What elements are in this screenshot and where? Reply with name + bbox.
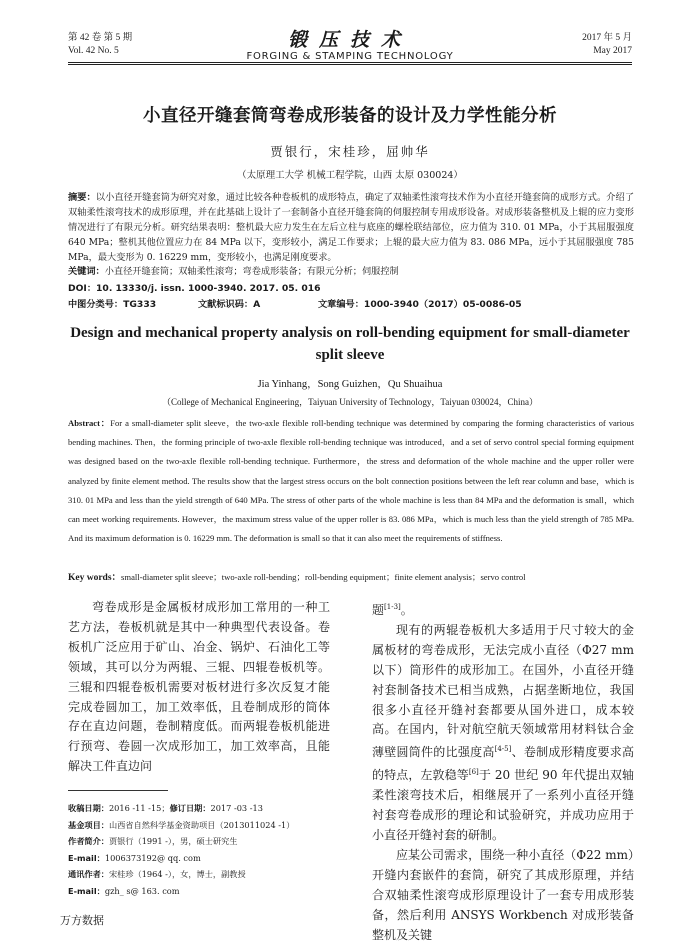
- abstract-en-label: Abstract：: [68, 418, 111, 428]
- volume-en: Vol. 42 No. 5: [68, 46, 119, 56]
- body-paragraph-continued: [372, 598, 634, 621]
- footnote-corresponding: [68, 866, 348, 883]
- authors-en: Jia Yinhang，Song Guizhen，Qu Shuaihua: [257, 379, 443, 390]
- footnote-email-2: [68, 883, 348, 900]
- classification-line: [68, 296, 634, 310]
- doi: DOI：10. 13330/j. issn. 1000-3940. 2017. 05. 016: [68, 283, 321, 294]
- affiliation-en: （College of Mechanical Engineering，Taiyuan University of Technology，Taiyuan 030024，China）: [161, 397, 539, 407]
- label: E-mail：: [68, 852, 105, 863]
- header-rule-2: [68, 64, 632, 65]
- label: 作者简介：: [68, 836, 109, 846]
- footnote-author: [68, 833, 348, 850]
- text-span: 。: [400, 603, 413, 617]
- keywords-en-label: Key words：: [68, 573, 122, 583]
- footnote-dates: [68, 800, 348, 817]
- citation-ref: [1-3]: [384, 603, 401, 611]
- affiliation-cn: （太原理工大学 机械工程学院，山西 太原 030024）: [237, 170, 463, 181]
- footnote: [68, 800, 348, 899]
- keywords-cn-text: 小直径开缝套筒；双轴柔性滚弯；弯卷成形装备；有限元分析；伺服控制: [104, 266, 399, 277]
- keywords-cn: [68, 264, 399, 279]
- body-paragraph: 弯卷成形是金属板材成形加工常用的一种工艺方法，卷板机就是其中一种典型代表设备。卷板机广泛应用于矿山、冶金、锅炉、石油化工等领域，其可以分为两辊、三辊、四辊卷板机等。三辊和四辊卷板机需要对板材进行多次反复才能完成卷圆加工，加工效率低，且卷制成形的筒体存在直边问题，卷制精度低。而两辊卷板机能进行预弯、卷圆一次成形加工，加工效率高，且能解决工件直边问: [68, 600, 330, 774]
- abstract-cn-text: 以小直径开缝套筒为研究对象，通过比较各种卷板机的成形特点，确定了双轴柔性滚弯技术作为小直径开缝套筒的成形方式。介绍了双轴柔性滚弯技术的成形原理，并在此基础上设计了一套制备小直径开缝套筒的伺服控制专用成形设备。对成形装备整机及上辊的应力变形情况进行了有限元分析。研究结果表明：整机最大应力发生在左后立柱与底座的螺栓联结部位，应力值为 310. 01 MPa，小于其屈服强度 640 MPa；整机其他位置应力在 84 MPa 以下，变形较小，满足工作要求；上辊的最大应力值为 83. 086 MPa，远小于其屈服强度 785 MPa，最大变形为 0. 16229 mm，变形较小，也满足刚度要求。: [68, 192, 635, 263]
- keywords-en: [68, 570, 634, 586]
- abstract-cn-label: 摘要：: [68, 192, 96, 203]
- label: 收稿日期：: [68, 803, 109, 813]
- label: 修订日期：: [169, 803, 211, 813]
- body-paragraph: [372, 621, 634, 846]
- footnote-email: [68, 850, 348, 867]
- document-code: 文献标识码：A: [198, 299, 261, 310]
- label: 基金项目：: [68, 819, 109, 830]
- citation-ref: [4-5]: [494, 745, 512, 754]
- keywords-cn-label: 关键词：: [68, 266, 105, 277]
- label: E-mail：: [68, 885, 105, 896]
- header-rule: [68, 62, 632, 63]
- footnote-fund: [68, 817, 348, 834]
- body-paragraph: 应某公司需求，围绕一种小直径（Φ22 mm）开缝内套嵌件的套筒，研究了其成形原理，并结合双轴柔性滚弯成形原理设计了一套专用成形装备，然后利用 ANSYS Workbench 对成形装备整机及关键: [372, 847, 634, 942]
- authors-cn: 贾银行，宋桂珍，屈帅华: [270, 144, 430, 159]
- label: 通讯作者：: [68, 869, 109, 879]
- corresponding-text: 宋桂珍（1964 -），女，博士，副教授: [108, 869, 246, 879]
- footnote-rule: [68, 790, 168, 791]
- text-span: 现有的两辊卷板机大多适用于尺寸较大的金属板材的弯卷成形，无法完成小直径（Φ27 mm 以下）筒形件的成形加工。在国外，小直径开缝衬套制备技术已相当成熟，占据垄断地位，我国很多小直径开缝衬套都要从国外进口，成本较高。在国内，针对航空航天领域常用材料钛合金薄壁圆筒件的比强度高: [372, 622, 634, 760]
- volume-cn: 第 42 卷 第 5 期: [68, 33, 133, 43]
- email-text: 1006373192@ qq. com: [104, 852, 201, 863]
- abstract-cn: [68, 190, 634, 265]
- journal-name-cn: 锻压技术: [287, 29, 412, 51]
- revised-date: 2017 -03 -13: [210, 803, 263, 813]
- body-column-right: [372, 598, 634, 942]
- article-number: 文章编号：1000-3940（2017）05-0086-05: [318, 299, 522, 310]
- date-cn: 2017 年 5 月: [582, 33, 632, 43]
- journal-name-en: FORGING & STAMPING TECHNOLOGY: [246, 51, 454, 62]
- issue-date: [582, 32, 632, 58]
- journal-name: [68, 30, 632, 62]
- abstract-en-text: For a small-diameter split sleeve，the two-axle flexible roll-bending technique was determined by comparing the forming characteristics of various bending machines. Then，the forming principle of two-axle flexible roll-bending technique was introduced，and a set of servo control special forming equipment was designed based on the two-axle flexible roll-bending technique. Furthermore，the stress and deformation of the whole machine and the upper roller were analyzed by finite element method. The results show that the largest stress occurs on the bolt connection positions between the left rear column and base，which is 310. 01 MPa and less than the yield strength of 640 MPa. The stress of other parts of the whole machine is less than 84 MPa and the deformation is small，which can meet working requirements. However，the maximum stress value of the upper roller is 83. 086 MPa，which is much less than the yield strength of 785 MPa. And its maximum deformation is 0. 16229 mm. The deformation is small so that it can also meet the requirements of stiffness.: [68, 418, 634, 544]
- email-text: gzh_ s@ 163. com: [104, 885, 180, 896]
- clc-number: 中图分类号：TG333: [68, 299, 157, 310]
- text-span: 、卷制成形精度要求高的特点，左敦稳等: [372, 745, 634, 783]
- page-header: [68, 29, 632, 62]
- keywords-en-text: small-diameter split sleeve；two-axle roll-bending；roll-bending equipment；finite element analysis；servo control: [121, 572, 526, 582]
- body-column-left: [68, 598, 330, 774]
- title-en: Design and mechanical property analysis on roll-bending equipment for small-diameter split sleeve: [70, 325, 630, 363]
- date-en: May 2017: [593, 46, 632, 56]
- fund-text: 山西省自然科学基金资助项目（2013011024 -1）: [108, 819, 295, 830]
- text-span: 题: [372, 603, 385, 617]
- text-span: 于 20 世纪 90 年代提出双轴柔性滚弯技术后，相继展开了一系列小直径开缝衬套弯卷成形的理论和试验研究，并成功应用于小直径开缝衬套的研制。: [372, 768, 634, 842]
- received-date: 2016 -11 -15；: [108, 803, 170, 813]
- watermark: 万方数据: [60, 914, 104, 927]
- title-cn: 小直径开缝套筒弯卷成形装备的设计及力学性能分析: [143, 106, 557, 126]
- author-text: 贾银行（1991 -），男，硕士研究生: [108, 836, 238, 846]
- abstract-en: [68, 414, 634, 569]
- citation-ref: [6]: [468, 768, 479, 777]
